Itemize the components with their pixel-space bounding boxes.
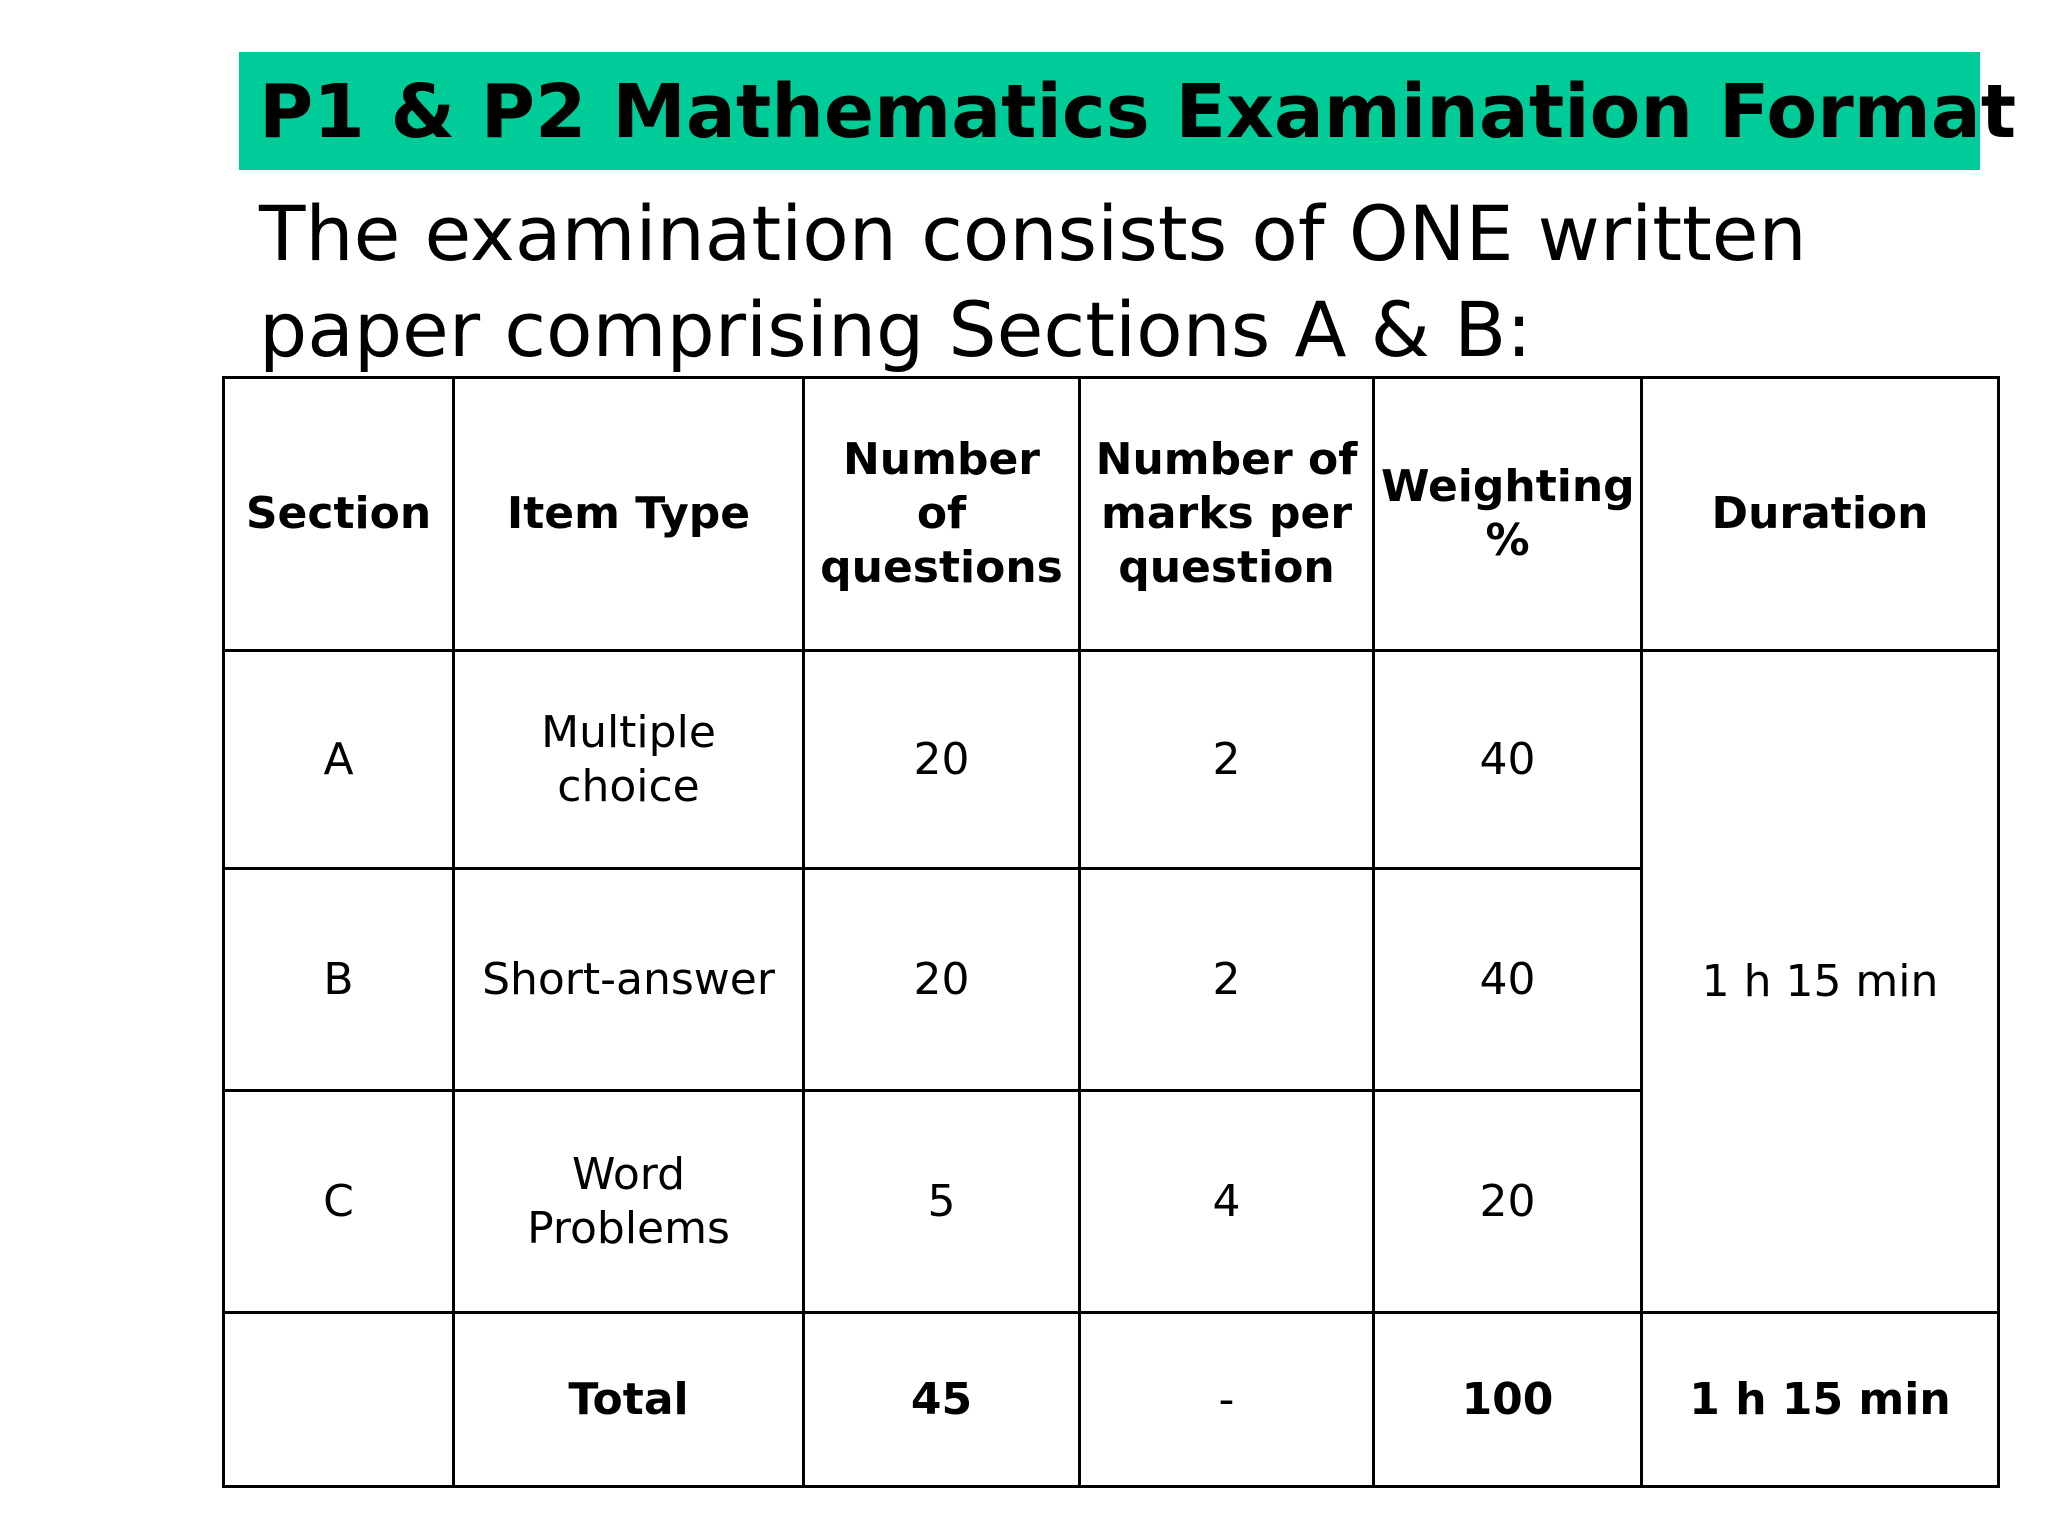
cell-section: B bbox=[224, 869, 454, 1091]
cell-weighting: 40 bbox=[1374, 869, 1642, 1091]
intro-text bbox=[259, 186, 1999, 378]
header-weighting: Weighting % bbox=[1374, 378, 1642, 651]
intro-line-2: paper comprising Sections A & B: bbox=[259, 285, 1532, 374]
table-header-row bbox=[224, 378, 1999, 651]
cell-marks: 2 bbox=[1080, 651, 1374, 869]
cell-total-questions: 45 bbox=[804, 1313, 1080, 1487]
cell-weighting: 40 bbox=[1374, 651, 1642, 869]
cell-questions: 5 bbox=[804, 1091, 1080, 1313]
cell-weighting: 20 bbox=[1374, 1091, 1642, 1313]
cell-total-label: Total bbox=[454, 1313, 804, 1487]
cell-total-weighting: 100 bbox=[1374, 1313, 1642, 1487]
header-marks-per-question: Number of marks per question bbox=[1080, 378, 1374, 651]
cell-questions: 20 bbox=[804, 869, 1080, 1091]
table-row bbox=[224, 651, 1999, 869]
cell-total-marks: - bbox=[1080, 1313, 1374, 1487]
cell-item-type: Short-answer bbox=[454, 869, 804, 1091]
cell-item-type: Multiple choice bbox=[454, 651, 804, 869]
cell-marks: 2 bbox=[1080, 869, 1374, 1091]
cell-section: C bbox=[224, 1091, 454, 1313]
header-duration: Duration bbox=[1642, 378, 1999, 651]
cell-duration-shared: 1 h 15 min bbox=[1642, 651, 1999, 1313]
exam-format-table bbox=[222, 376, 2000, 1488]
cell-total-duration: 1 h 15 min bbox=[1642, 1313, 1999, 1487]
page-title: P1 & P2 Mathematics Examination Format bbox=[259, 69, 2017, 155]
cell-questions: 20 bbox=[804, 651, 1080, 869]
title-banner bbox=[239, 52, 2017, 170]
header-num-questions: Number of questions bbox=[804, 378, 1080, 651]
cell-item-type: Word Problems bbox=[454, 1091, 804, 1313]
table-total-row bbox=[224, 1313, 1999, 1487]
header-section: Section bbox=[224, 378, 454, 651]
cell-marks: 4 bbox=[1080, 1091, 1374, 1313]
intro-line-1: The examination consists of ONE written bbox=[259, 189, 1807, 278]
cell-section: A bbox=[224, 651, 454, 869]
header-item-type: Item Type bbox=[454, 378, 804, 651]
cell-total-section bbox=[224, 1313, 454, 1487]
